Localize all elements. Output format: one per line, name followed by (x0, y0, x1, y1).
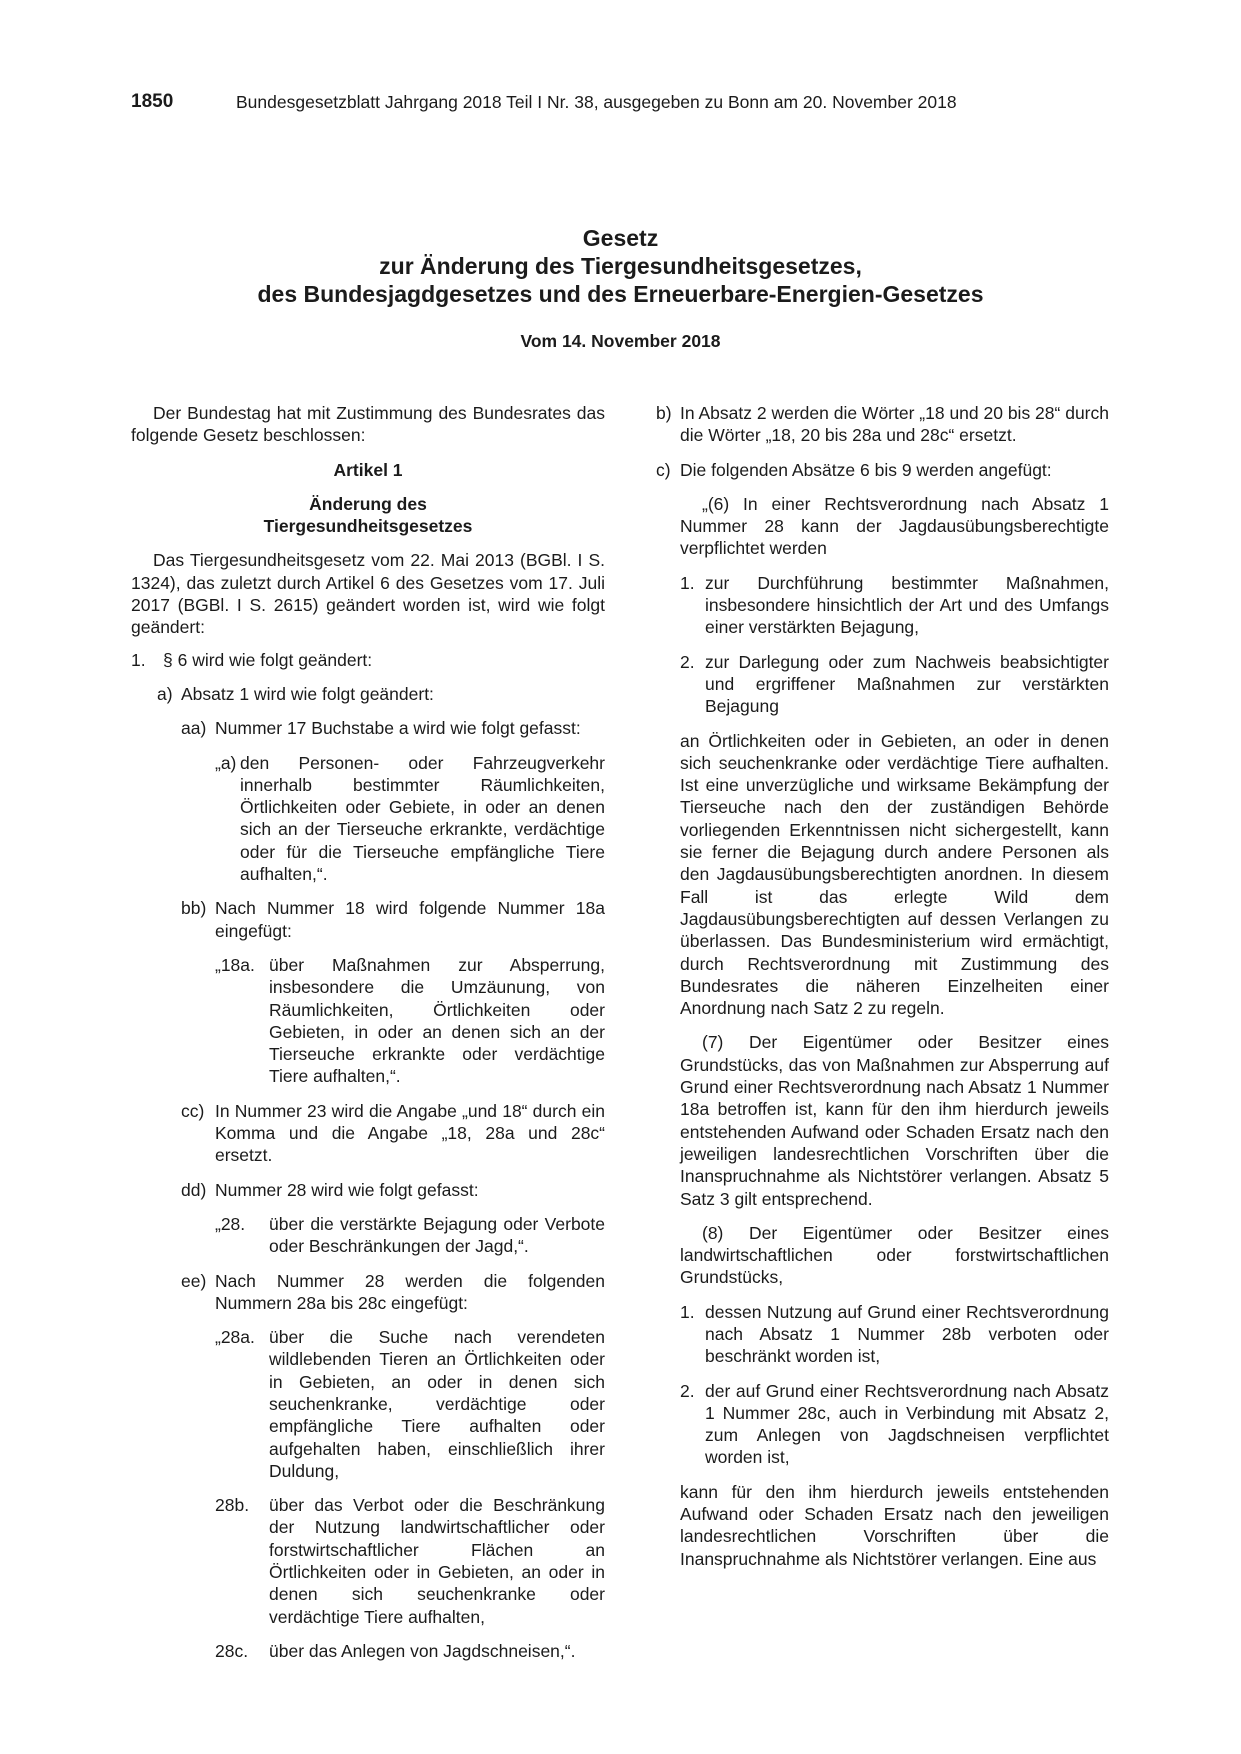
paragraph-8-intro: (8) Der Eigentümer oder Besitzer eines landwirtschaftlichen oder forstwirtschaftlichen Grundstücks, (680, 1222, 1109, 1288)
quoted-item: 28c. über das Anlegen von Jagdschneisen,“. (215, 1640, 576, 1661)
quoted-item: „28. über die verstärkte Bejagung oder Verbote oder Beschränkungen der Jagd,“. (215, 1213, 605, 1257)
title-line-1: Gesetz (582, 225, 659, 251)
list-item: 1. § 6 wird wie folgt geändert: (131, 649, 373, 670)
title-line-2: zur Änderung des Tiergesundheitsgesetzes, (379, 253, 862, 279)
list-item: b) In Absatz 2 werden die Wörter „18 und 20 bis 28“ durch die Wörter „18, 20 bis 28a und 28c“ ersetzt. (656, 403, 1109, 446)
list-item: dd) Nummer 28 wird wie folgt gefasst: (181, 1179, 479, 1200)
list-item: 2. der auf Grund einer Rechtsverordnung nach Absatz 1 Nummer 28c, auch in Verbindung mit Absatz 2, zum Anlegen von Jagdschneisen verpflichtet worden ist, (680, 1380, 1109, 1468)
preamble-paragraph: Das Tiergesundheitsgesetz vom 22. Mai 2013 (BGBl. I S. 1324), das zuletzt durch Artikel 6 des Gesetzes vom 17. Juli 2017 (BGBl. I S. 2615) geändert worden ist, wird wie folgt geändert: (131, 550, 605, 638)
article-heading (131, 459, 605, 481)
quoted-item: „18a. über Maßnahmen zur Absperrung, insbesondere die Umzäunung, von Räumlichkeiten, Örtlichkeiten oder Gebieten, in oder an denen sich an der Tierseuche erkrankte oder verdächtige Tiere aufhalten,“. (215, 954, 605, 1087)
paragraph-6-intro: „(6) In einer Rechtsverordnung nach Absatz 1 Nummer 28 kann der Jagdausübungsberechtigte verpflichtet werden (680, 493, 1109, 559)
list-item: 2. zur Darlegung oder zum Nachweis beabsichtigter und ergriffener Maßnahmen zur verstärkten Bejagung (680, 651, 1109, 717)
intro-paragraph: Der Bundestag hat mit Zustimmung des Bundesrates das folgende Gesetz beschlossen: (131, 403, 605, 446)
left-column (131, 402, 605, 1674)
running-title: Bundesgesetzblatt Jahrgang 2018 Teil I Nr. 38, ausgegeben zu Bonn am 20. November 2018 (236, 92, 957, 112)
quoted-item: 28b. über das Verbot oder die Beschränkung der Nutzung landwirtschaftlicher oder forstwirtschaftlicher Flächen an Örtlichkeiten oder in Gebieten, an oder in denen sich seuchenkranke oder verdächtige Tiere aufhalten, (215, 1495, 605, 1627)
list-item: c) Die folgenden Absätze 6 bis 9 werden angefügt: (656, 459, 1052, 480)
quoted-item: „a) den Personen- oder Fahrzeugverkehr innerhalb bestimmter Räumlichkeiten, Örtlichkeiten oder Gebiete, in oder an denen sich an der Tierseuche erkrankte, verdächtige oder für die Tierseuche empfängliche Tiere aufhalten,“. (215, 752, 605, 885)
paragraph-6-continuation: an Örtlichkeiten oder in Gebieten, an oder in denen sich seuchenkranke oder verdächtige Tiere aufhalten. Ist eine unverzügliche und wirksame Bekämpfung der Tierseuche nach den der zuständigen Behörde vorliegenden Erkenntnissen nicht sichergestellt, kann sie ferner die Bejagung durch andere Personen als den Jagdausübungsberechtigten anordnen. In diesem Fall ist das erlegte Wild dem Jagdausübungsberechtigten auf dessen Verlangen zu überlassen. Das Bundesministerium wird ermächtigt, durch Rechtsverordnung mit Zustimmung des Bundesrates die näheren Einzelheiten einer Anordnung nach Satz 2 zu regeln. (680, 730, 1109, 1019)
list-item: a) Absatz 1 wird wie folgt geändert: (157, 683, 434, 704)
quoted-item: „28a. über die Suche nach verendeten wildlebenden Tieren an Örtlichkeiten oder in Gebieten, an oder in denen sich seuchenkranke, verdächtige oder empfängliche Tiere aufhalten oder aufgehalten haben, einschließlich ihrer Duldung, (215, 1327, 605, 1481)
paragraph-8-continuation: kann für den ihm hierdurch jeweils entstehenden Aufwand oder Schaden Ersatz nach den jeweiligen landesrechtlichen Vorschriften über die Inanspruchnahme als Nichtstörer verlangen. Eine aus (680, 1481, 1109, 1569)
right-column (656, 402, 1109, 1582)
list-item: bb) Nach Nummer 18 wird folgende Nummer 18a eingefügt: (181, 898, 605, 941)
list-item: ee) Nach Nummer 28 werden die folgenden Nummern 28a bis 28c eingefügt: (181, 1270, 605, 1313)
article-number: Artikel 1 (333, 459, 403, 480)
law-date: Vom 14. November 2018 (520, 331, 721, 351)
list-item: 1. zur Durchführung bestimmter Maßnahmen, insbesondere hinsichtlich der Art und des Umfangs einer verstärkten Bejagung, (680, 572, 1109, 638)
title-line-3: des Bundesjagdgesetzes und des Erneuerbare-Energien-Gesetzes (257, 281, 984, 307)
paragraph-7: (7) Der Eigentümer oder Besitzer eines Grundstücks, das von Maßnahmen zur Absperrung auf Grund einer Rechtsverordnung nach Absatz 1 Nummer 18a betroffen ist, kann für den ihm hierdurch jeweils entstehenden Aufwand oder Schaden Ersatz nach den jeweiligen landesrechtlichen Vorschriften über die Inanspruchnahme als Nichtstörer verlangen. Absatz 5 Satz 3 gilt entsprechend. (680, 1032, 1109, 1209)
list-item: aa) Nummer 17 Buchstabe a wird wie folgt gefasst: (181, 718, 581, 739)
list-item: cc) In Nummer 23 wird die Angabe „und 18“ durch ein Komma und die Angabe „18, 28a und 28c“ ersetzt. (181, 1100, 605, 1166)
page-number: 1850 (131, 91, 174, 112)
article-subheading: Änderung des Tiergesundheitsgesetzes (263, 493, 473, 537)
list-item: 1. dessen Nutzung auf Grund einer Rechtsverordnung nach Absatz 1 Nummer 28b verboten oder beschränkt worden ist, (680, 1301, 1109, 1367)
law-title (0, 224, 1241, 308)
